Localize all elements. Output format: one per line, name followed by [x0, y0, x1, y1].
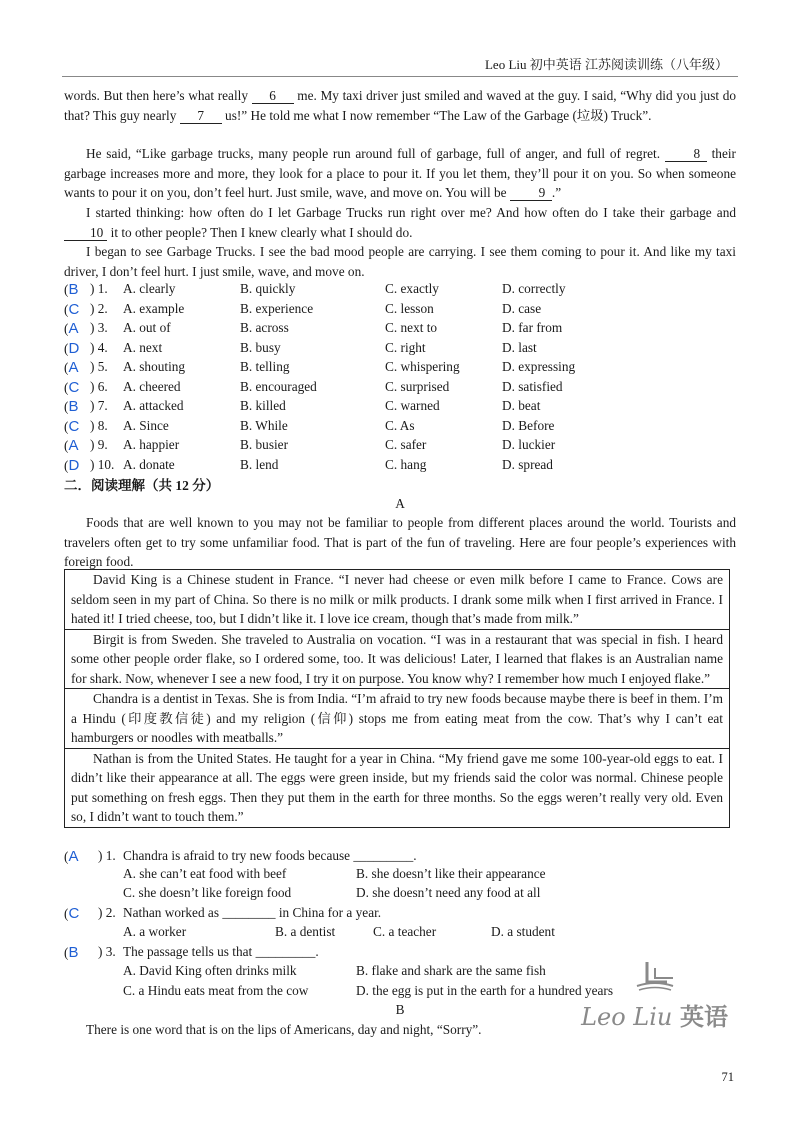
option-b: B. killed — [240, 398, 286, 413]
cloze-question-3: (A ) 3. A. out of B. across C. next to D. far from — [64, 320, 563, 337]
cloze-question-5: (A ) 5. A. shouting B. telling C. whispering D. expressing — [64, 359, 576, 376]
answer-mark: B — [68, 398, 79, 415]
reading-question-3: (B ) 3. The passage tells us that _________. — [64, 944, 319, 961]
experience-david: David King is a Chinese student in France. “I never had cheese or even milk before I came to France. Cows are seldom seen in my part of China. So there is no milk or milk products. I drank some milk when I first arrived in France. I hated it! I tried cheese, too, but I didn’t like it. I love ice cream, though that’s made from milk.” — [65, 570, 729, 630]
option-b: B. While — [240, 417, 288, 433]
option-d: D. satisfied — [502, 378, 563, 394]
part-a-label: A — [395, 496, 405, 511]
option-a: A. David King often drinks milk — [123, 963, 297, 978]
option-b: B. encouraged — [240, 378, 317, 394]
option-c: C. exactly — [385, 281, 439, 296]
option-c: C. next to — [385, 320, 438, 335]
answer-mark: B — [68, 944, 79, 961]
option-c: C. she doesn’t like foreign food — [123, 885, 292, 900]
reading-question-1-options-ab — [64, 866, 736, 885]
reading-question-2: (C ) 2. Nathan worked as ________ in China for a year. — [64, 905, 382, 922]
question-number: ) 1. — [90, 281, 108, 296]
blank-7: 7 — [180, 108, 222, 124]
option-c: C. right — [385, 339, 426, 355]
question-number: ) 6. — [90, 378, 108, 394]
blank-8: 8 — [665, 146, 707, 162]
option-c: C. As — [385, 417, 415, 433]
section-title: 二．阅读理解（共 12 分） — [64, 478, 220, 493]
passage-paragraph-2: He said, “Like garbage trucks, many people run around full of garbage, full of anger, and full of regret. 8 their garbage increases more and more, they look for a place to pour it. If you let them, they’ll pour it on you. So when someone wants to pour it on you, don’t feel hurt. Just smile, wave, and move on. You will be 9 .” — [64, 146, 736, 200]
blank-10: 10 — [64, 225, 107, 241]
question-number: ) 3. — [90, 320, 108, 335]
option-c: C. warned — [385, 398, 440, 413]
blank-9: 9 — [510, 185, 552, 201]
option-b: B. busier — [240, 437, 289, 452]
option-a: A. Since — [123, 417, 169, 433]
reading-a-intro: Foods that are well known to you may not be familiar to people from different places around the world. Tourists and travelers often get to try some unfamiliar food. That is part of the fun of traveling. Here are four people’s experiences with foreign food. — [64, 515, 736, 569]
option-d: D. spread — [502, 456, 553, 472]
part-b-label: B — [395, 1002, 405, 1017]
option-d: D. the egg is put in the earth for a hundred years — [356, 983, 613, 998]
answer-mark: D — [68, 456, 80, 474]
experience-birgit: Birgit is from Sweden. She traveled to Australia on vocation. “I was in a restaurant that was special in fish. I heard some other people order flake, so I ordered some, too. It was delicious! Later, I learned that flakes is an Australian name for shark. Now, whenever I see a new food, I try it on purpose. You know why? I remember how much I enjoyed flake.” — [65, 630, 729, 690]
answer-mark: A — [68, 848, 79, 865]
option-c: C. safer — [385, 437, 427, 452]
answer-mark: C — [68, 300, 80, 318]
option-a: A. a worker — [123, 924, 187, 939]
cloze-question-7: (B ) 7. A. attacked B. killed C. warned D. beat — [64, 398, 541, 415]
option-d: D. expressing — [502, 359, 576, 374]
brand-watermark — [581, 960, 728, 1032]
option-d: D. luckier — [502, 437, 556, 452]
option-d: D. she doesn’t need any food at all — [356, 885, 541, 900]
option-a: A. cheered — [123, 378, 181, 394]
answer-mark: D — [68, 339, 80, 357]
cloze-question-6: (C ) 6. A. cheered B. encouraged C. surprised D. satisfied — [64, 378, 563, 396]
reading-question-2-options — [64, 924, 736, 943]
question-number: ) 8. — [90, 417, 108, 433]
cloze-question-1: (B ) 1. A. clearly B. quickly C. exactly D. correctly — [64, 281, 566, 298]
option-c: C. lesson — [385, 300, 434, 316]
question-number: ) 4. — [90, 339, 108, 355]
option-b: B. quickly — [240, 281, 296, 296]
option-c: C. a Hindu eats meat from the cow — [123, 983, 309, 998]
option-d: D. Before — [502, 417, 555, 433]
option-b: B. a dentist — [275, 924, 336, 939]
brand-logo-icon — [633, 960, 677, 992]
answer-mark: C — [68, 905, 80, 922]
option-d: D. beat — [502, 398, 541, 413]
cloze-question-2: (C ) 2. A. example B. experience C. lesson D. case — [64, 300, 542, 318]
option-a: A. clearly — [123, 281, 176, 296]
option-a: A. out of — [123, 320, 171, 335]
option-a: A. she can’t eat food with beef — [123, 866, 287, 881]
reading-question-1: (A ) 1. Chandra is afraid to try new foods because _________. — [64, 848, 417, 865]
experience-chandra: Chandra is a dentist in Texas. She is from India. “I’m afraid to try new foods because maybe there is beef in them. I’m a Hindu (印度教信徒) and my religion (信仰) stops me from eating meat from the cow. That’s why I can’t eat hamburgers or noodles with meatballs.” — [65, 689, 729, 749]
option-d: D. far from — [502, 320, 563, 335]
cloze-question-4: (D ) 4. A. next B. busy C. right D. last — [64, 339, 537, 357]
answer-mark: A — [68, 437, 79, 454]
option-d: D. correctly — [502, 281, 566, 296]
option-a: A. donate — [123, 456, 175, 472]
reading-b-first-line: There is one word that is on the lips of Americans, day and night, “Sorry”. — [86, 1022, 482, 1037]
question-number: ) 7. — [90, 398, 108, 413]
question-number: ) 9. — [90, 437, 108, 452]
blank-6: 6 — [252, 88, 294, 104]
option-c: C. a teacher — [373, 924, 437, 939]
option-c: C. whispering — [385, 359, 460, 374]
option-c: C. hang — [385, 456, 427, 472]
header-divider — [62, 76, 738, 77]
option-b: B. telling — [240, 359, 290, 374]
option-b: B. busy — [240, 339, 281, 355]
answer-mark: C — [68, 378, 80, 396]
option-b: B. experience — [240, 300, 314, 316]
option-d: D. case — [502, 300, 542, 316]
question-stem: The passage tells us that _________. — [123, 944, 319, 959]
passage-paragraph-1: words. But then here’s what really 6 me. My taxi driver just smiled and waved at the guy. I said, “Why did you just do that? This guy nearly 7 us!” He told me what I now remember “The Law of the Garbage (垃圾) Truck”. — [64, 88, 736, 123]
page-number: 71 — [721, 1070, 734, 1084]
question-number: ) 2. — [90, 300, 108, 316]
answer-mark: A — [68, 359, 79, 376]
passage-paragraph-4: I began to see Garbage Trucks. I see the bad mood people are carrying. I see them coming to pour it. And like my taxi driver, I don’t feel hurt. I just smile, wave, and move on. — [64, 244, 736, 279]
question-number: ) 10. — [90, 456, 115, 472]
question-number: ) 5. — [90, 359, 108, 374]
answer-mark: A — [68, 320, 79, 337]
reading-question-1-options-cd — [64, 885, 736, 904]
cloze-question-10: (D ) 10. A. donate B. lend C. hang D. spread — [64, 456, 553, 474]
option-a: A. shouting — [123, 359, 186, 374]
option-d: D. last — [502, 339, 537, 355]
question-stem: Chandra is afraid to try new foods because _________. — [123, 848, 417, 863]
option-b: B. lend — [240, 456, 279, 472]
experience-nathan: Nathan is from the United States. He taught for a year in China. “My friend gave me some 100-year-old eggs to eat. I didn’t like their appearance at all. The eggs were green inside, but my friends said the color was normal. Chinese people put something on fresh eggs. Then they put them in the earth for three months. So the eggs weren’t really very old. Even so, I didn’t want to touch them.” — [71, 750, 723, 824]
passage-paragraph-3: I started thinking: how often do I let Garbage Trucks run right over me? And how often do I take their garbage and 10 it to other people? Then I knew clearly what I should do. — [64, 203, 736, 242]
option-a: A. next — [123, 339, 163, 355]
option-b: B. flake and shark are the same fish — [356, 963, 546, 978]
answer-mark: C — [68, 417, 80, 435]
option-a: A. attacked — [123, 398, 184, 413]
page-header: Leo Liu 初中英语 江苏阅读训练（八年级） — [484, 57, 728, 72]
answer-mark: B — [68, 281, 79, 298]
experience-boxes — [64, 569, 730, 828]
question-stem: Nathan worked as ________ in China for a year. — [123, 905, 382, 920]
option-b: B. across — [240, 320, 289, 335]
option-b: B. she doesn’t like their appearance — [356, 866, 546, 881]
option-c: C. surprised — [385, 378, 450, 394]
brand-name: Leo Liu — [581, 1003, 673, 1031]
cloze-question-8: (C ) 8. A. Since B. While C. As D. Before — [64, 417, 555, 435]
option-d: D. a student — [491, 924, 555, 939]
option-a: A. happier — [123, 437, 180, 452]
brand-cn: 英语 — [680, 1003, 728, 1031]
option-a: A. example — [123, 300, 185, 316]
cloze-question-9: (A ) 9. A. happier B. busier C. safer D. luckier — [64, 437, 556, 454]
